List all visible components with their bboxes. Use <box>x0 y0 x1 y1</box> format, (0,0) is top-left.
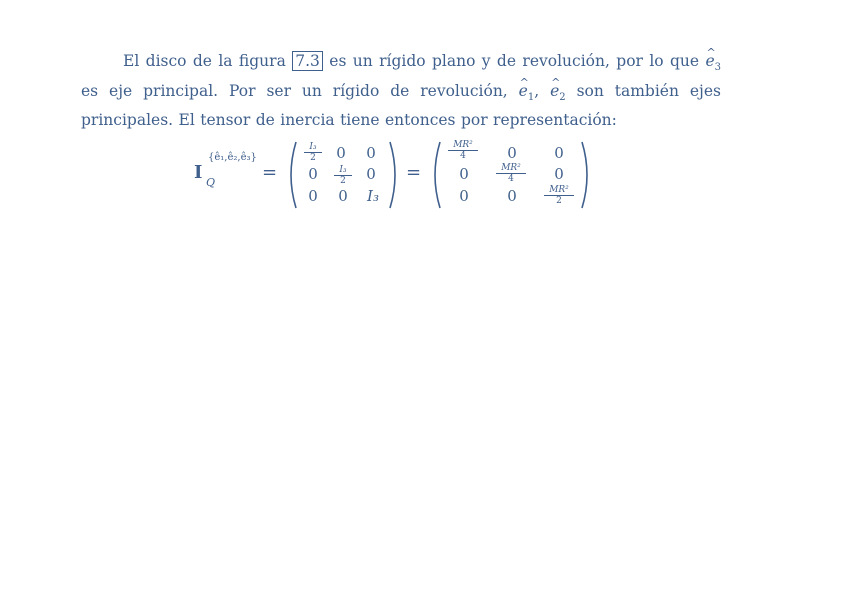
matrix1-r1c3: 0 <box>366 144 376 162</box>
matrix2-r1c2: 0 <box>507 144 517 162</box>
matrix1-r3c2: 0 <box>338 187 348 205</box>
text-part-1: El disco de la figura <box>123 52 286 70</box>
matrix1-r2c2: $\frac{\text{I₃}}{2}$ <box>334 165 352 186</box>
equals-sign-1: = <box>262 162 278 183</box>
left-paren-1 <box>284 140 298 210</box>
right-paren-2 <box>580 140 594 210</box>
matrix1-r2c1: 0 <box>308 165 318 183</box>
inertia-tensor-equation <box>190 140 610 210</box>
basis-superscript: {ê₁,ê₂,ê₃} <box>208 152 257 163</box>
unit-vector-e2: ^ $e_2$ <box>550 80 566 110</box>
matrix2-r1c3: 0 <box>554 144 564 162</box>
text-part-3: es eje principal. Por ser un rígido de revolución, <box>81 81 508 100</box>
inertia-tensor-symbol: I {ê₁,ê₂,ê₃} Q <box>194 152 257 189</box>
text-part-4: son también ejes principales. El tensor de inercia tiene entonces por representación: <box>81 81 721 130</box>
matrix1-r1c2: 0 <box>336 144 346 162</box>
matrix2-r3c1: 0 <box>459 187 469 205</box>
matrix1-r2c3: 0 <box>366 165 376 183</box>
matrix1-r1c1: $\frac{\text{I₃}}{2}$ <box>304 142 322 163</box>
unit-vector-e1: ^ $e_1$ <box>519 80 535 110</box>
comma: , <box>534 81 540 100</box>
text-part-2: es un rígido plano y de revolución, por lo que <box>329 52 700 70</box>
matrix2-r2c2: $\frac{\text{MR²}}{4}$ <box>496 163 526 184</box>
unit-vector-e3: ^ $e_3$ <box>705 50 721 80</box>
body-paragraph <box>81 50 721 133</box>
figure-reference-link[interactable]: 7.3 <box>292 51 323 71</box>
point-subscript: Q <box>206 176 216 189</box>
matrix1-r3c1: 0 <box>308 187 318 205</box>
matrix2-r2c3: 0 <box>554 165 564 183</box>
left-paren-2 <box>428 140 442 210</box>
equals-sign-2: = <box>406 162 422 183</box>
matrix2-r1c1: $\frac{\text{MR²}}{4}$ <box>448 140 478 161</box>
right-paren-1 <box>388 140 402 210</box>
matrix2-r2c1: 0 <box>459 165 469 183</box>
matrix2-r3c2: 0 <box>507 187 517 205</box>
matrix1-r3c3: I₃ <box>367 187 379 205</box>
matrix2-r3c3: $\frac{\text{MR²}}{2}$ <box>544 185 574 206</box>
